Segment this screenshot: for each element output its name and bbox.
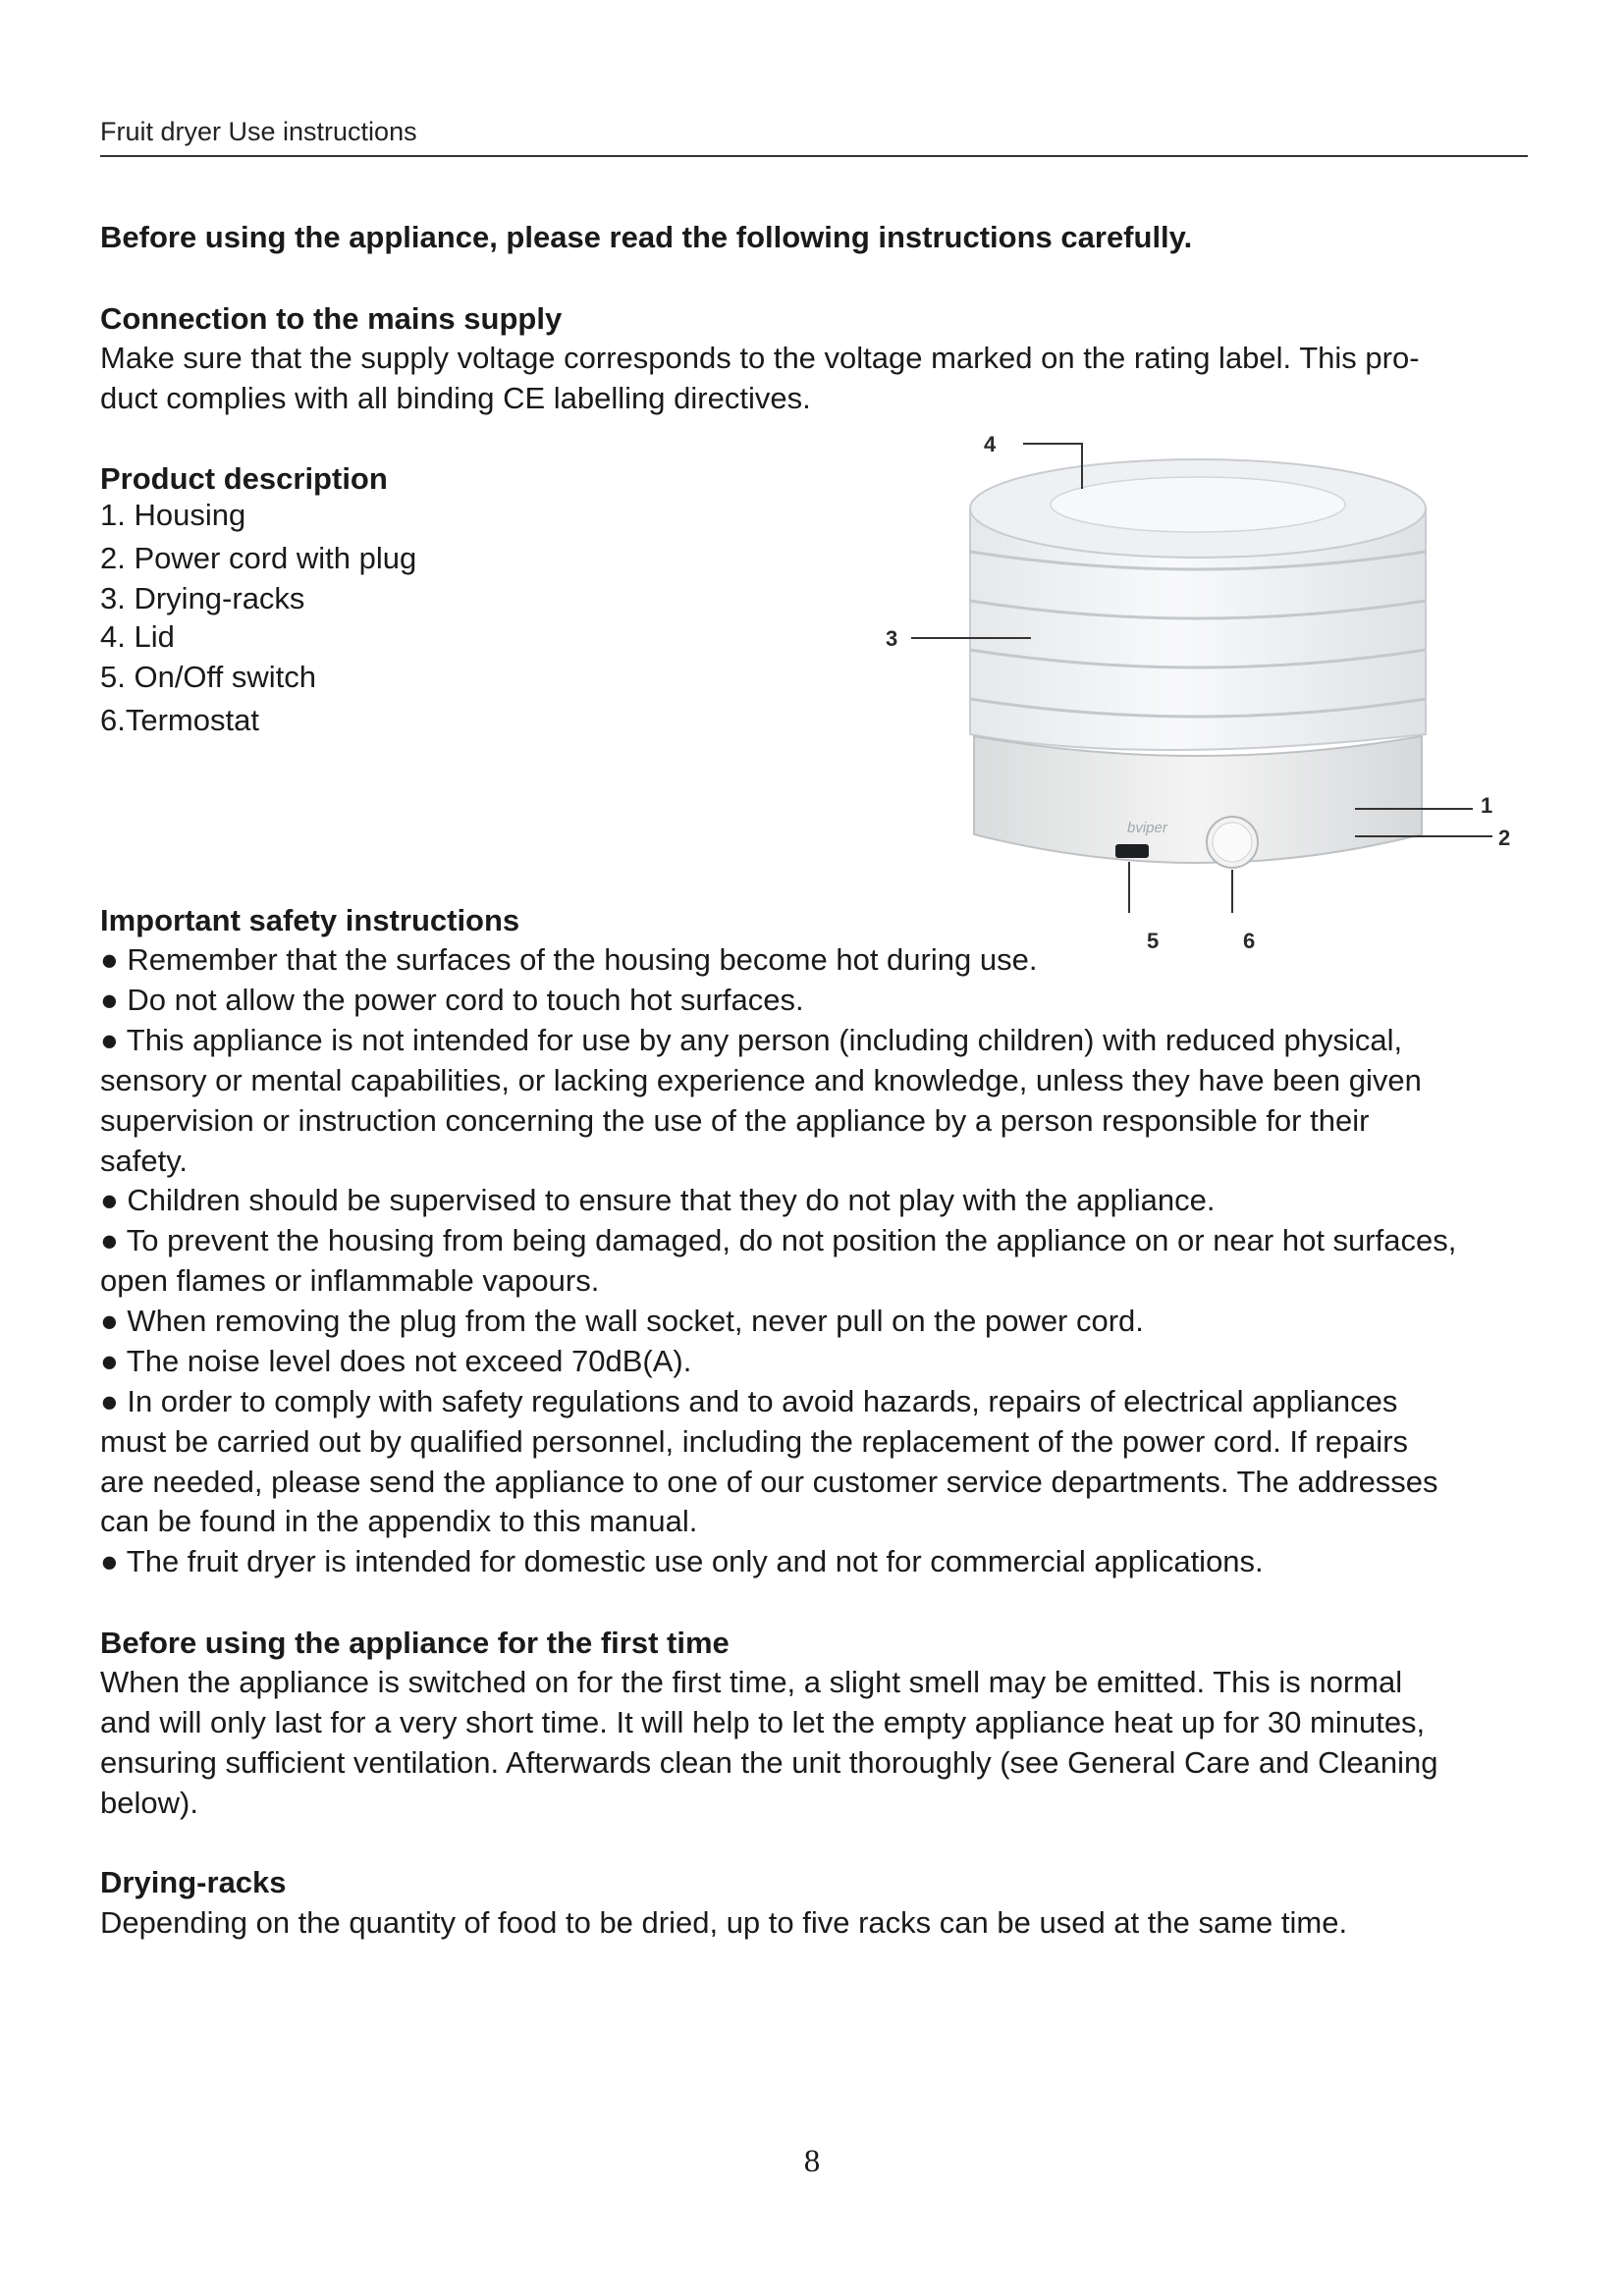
running-header: Fruit dryer Use instructions <box>100 117 417 146</box>
drying-racks-line: Depending on the quantity of food to be dried, up to five racks can be used at the same time. <box>100 1905 1348 1940</box>
safety-line: ● The fruit dryer is intended for domestic use only and not for commercial applications. <box>100 1544 1264 1578</box>
safety-line: can be found in the appendix to this manual. <box>100 1504 698 1538</box>
connection-heading: Connection to the mains supply <box>100 301 563 336</box>
safety-line: ● Do not allow the power cord to touch hot surfaces. <box>100 983 804 1017</box>
first-use-line: below). <box>100 1786 198 1820</box>
safety-line: ● This appliance is not intended for use by any person (including children) with reduced physical, <box>100 1023 1403 1057</box>
first-use-line: When the appliance is switched on for the first time, a slight smell may be emitted. This is normal <box>100 1665 1403 1699</box>
page-number: 8 <box>803 2144 821 2179</box>
dryer-base <box>974 736 1422 868</box>
product-item-housing: 1. Housing <box>100 498 246 532</box>
connection-line: duct complies with all binding CE labelling directives. <box>100 381 811 415</box>
callout-5: 5 <box>1147 929 1160 953</box>
on-off-switch <box>1115 844 1149 858</box>
safety-line: open flames or inflammable vapours. <box>100 1263 600 1298</box>
brand-logo-text: bviper <box>1127 820 1167 836</box>
product-item-power-cord: 2. Power cord with plug <box>100 541 417 575</box>
callout-2: 2 <box>1498 826 1511 850</box>
first-use-line: and will only last for a very short time. It will help to let the empty appliance heat up for 30 minutes, <box>100 1705 1426 1739</box>
safety-line: ● When removing the plug from the wall socket, never pull on the power cord. <box>100 1304 1144 1338</box>
safety-line: supervision or instruction concerning the use of the appliance by a person responsible for their <box>100 1103 1370 1138</box>
product-description-heading: Product description <box>100 461 388 496</box>
callout-4: 4 <box>984 432 997 456</box>
safety-line: ● To prevent the housing from being damaged, do not position the appliance on or near hot surfaces, <box>100 1223 1457 1257</box>
safety-line: sensory or mental capabilities, or lacking experience and knowledge, unless they have been given <box>100 1063 1422 1097</box>
callout-1: 1 <box>1481 793 1493 818</box>
callout-6: 6 <box>1243 929 1256 953</box>
safety-line: must be carried out by qualified personnel, including the replacement of the power cord. If repairs <box>100 1424 1409 1459</box>
dryer-lid <box>970 459 1426 558</box>
first-use-heading: Before using the appliance for the first time <box>100 1626 730 1660</box>
header-divider <box>100 155 1528 157</box>
product-item-thermostat: 6.Termostat <box>100 703 259 737</box>
drying-racks-heading: Drying-racks <box>100 1865 287 1899</box>
safety-heading: Important safety instructions <box>100 903 520 937</box>
product-item-drying-racks: 3. Drying-racks <box>100 581 305 615</box>
connection-line: Make sure that the supply voltage corresponds to the voltage marked on the rating label. This pro- <box>100 341 1420 375</box>
safety-line: safety. <box>100 1144 189 1178</box>
product-item-lid: 4. Lid <box>100 619 175 654</box>
product-item-switch: 5. On/Off switch <box>100 660 316 694</box>
callout-3: 3 <box>886 626 898 651</box>
safety-line: are needed, please send the appliance to one of our customer service departments. The addresses <box>100 1465 1438 1499</box>
first-use-line: ensuring sufficient ventilation. Afterwards clean the unit thoroughly (see General Care and Cleaning <box>100 1745 1438 1780</box>
safety-line: ● The noise level does not exceed 70dB(A). <box>100 1344 692 1378</box>
fruit-dryer-figure <box>864 422 1551 972</box>
safety-line: ● Children should be supervised to ensure that they do not play with the appliance. <box>100 1183 1216 1217</box>
safety-line: ● Remember that the surfaces of the housing become hot during use. <box>100 942 1038 977</box>
safety-line: ● In order to comply with safety regulations and to avoid hazards, repairs of electrical appliances <box>100 1384 1398 1418</box>
intro-notice: Before using the appliance, please read the following instructions carefully. <box>100 220 1193 254</box>
